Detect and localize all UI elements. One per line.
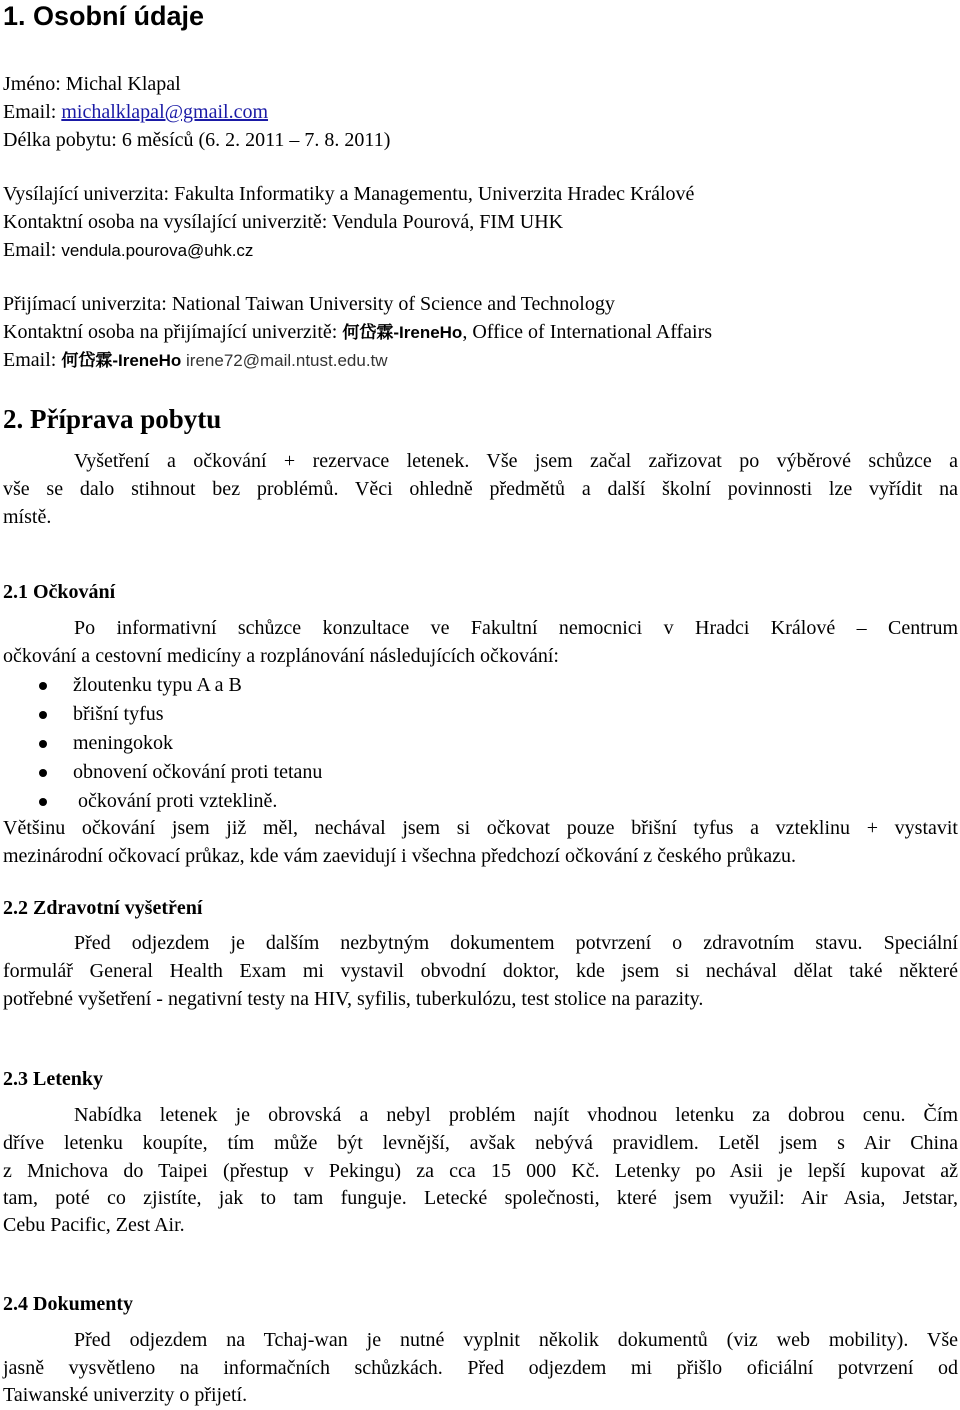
sending-contact: Kontaktní osoba na vysílající univerzitě: Vendula Pourová, FIM UHK: [3, 211, 564, 233]
section-2-3-line: Nabídka letenek je obrovská a nebyl problém najít vhodnou letenku za dobrou cenu. Čím: [74, 1104, 958, 1126]
section-2-2-heading: 2.2 Zdravotní vyšetření: [3, 897, 203, 919]
stay-line: Délka pobytu: 6 měsíců (6. 2. 2011 – 7. 8. 2011): [3, 129, 391, 151]
name-line: Jméno: Michal Klapal: [3, 73, 181, 95]
bullet-dot: [39, 711, 47, 719]
section-2-heading: 2. Příprava pobytu: [3, 404, 222, 434]
receiving-university: Přijímací univerzita: National Taiwan University of Science and Technology: [3, 293, 615, 315]
section-2-1-line: Po informativní schůzce konzultace ve Fakultní nemocnici v Hradci Králové – Centrum: [74, 617, 958, 639]
receiving-contact-prefix: Kontaktní osoba na přijímající univerzitě:: [3, 321, 343, 343]
section-2-2-line: potřebné vyšetření - negativní testy na HIV, syfilis, tuberkulózu, test stolice na parazity.: [3, 988, 704, 1010]
section-2-4-line: jasně vysvětleno na informačních schůzkách. Před odjezdem mi přišlo oficiální potvrzení od: [3, 1357, 958, 1379]
receiving-email-label: Email:: [3, 349, 62, 371]
section-2-1-line: Většinu očkování jsem již měl, nechával jsem si očkovat pouze břišní tyfus a vzteklinu + vystavit: [3, 817, 958, 839]
email-line: [3, 100, 268, 124]
section-2-line: Vyšetření a očkování + rezervace letenek. Vše jsem začal zařizovat po výběrové schůzce a: [74, 450, 958, 472]
section-2-1-heading: 2.1 Očkování: [3, 581, 116, 603]
receiving-email-name: 何岱霖-IreneHo: [61, 351, 182, 370]
receiving-email-line: [3, 348, 388, 373]
sending-email-label: Email:: [3, 239, 62, 261]
section-2-1-line: mezinárodní očkovací průkaz, kde vám zaevidují i všechna předchozí očkování z českého průkazu.: [3, 845, 797, 867]
section-2-line: vše se dalo stihnout bez problémů. Věci ohledně předmětů a další školní povinnosti lze vyřídit na: [3, 478, 958, 500]
email-link[interactable]: michalklapal@gmail.com: [61, 101, 269, 123]
sending-email-line: [3, 238, 253, 263]
section-2-4-heading: 2.4 Dokumenty: [3, 1293, 134, 1315]
bullet-dot: [39, 740, 47, 748]
section-2-2-line: formulář General Health Exam mi vystavil obvodní doktor, kde jsem si nechával dělat také některé: [3, 960, 958, 982]
vaccination-list-item: obnovení očkování proti tetanu: [73, 761, 323, 783]
section-2-3-heading: 2.3 Letenky: [3, 1068, 103, 1090]
bullet-dot: [39, 769, 47, 777]
receiving-email: irene72@mail.ntust.edu.tw: [181, 351, 388, 370]
sending-email: vendula.pourova@uhk.cz: [61, 241, 254, 260]
receiving-contact: [3, 320, 712, 345]
vaccination-list-item: žloutenku typu A a B: [73, 674, 242, 696]
section-2-3-line: Cebu Pacific, Zest Air.: [3, 1214, 185, 1236]
section-2-3-line: dříve letenku koupíte, tím může být levnější, avšak nebývá pravidlem. Letěl jsem s Air China: [3, 1132, 958, 1154]
bullet-dot: [39, 682, 47, 690]
section-2-4-line: Taiwanské univerzity o přijetí.: [3, 1384, 248, 1406]
email-label: Email:: [3, 101, 62, 123]
section-2-line: místě.: [3, 506, 52, 528]
section-2-1-line: očkování a cestovní medicíny a rozplánování následujících očkování:: [3, 645, 559, 667]
vaccination-list-item: očkování proti vzteklině.: [73, 790, 278, 812]
section-2-3-line: tam, poté co zjistíte, jak to tam funguje. Letecké společnosti, které jsem využil: Air Asia, Jetstar,: [3, 1187, 958, 1209]
vaccination-list-item: břišní tyfus: [73, 703, 164, 725]
vaccination-list-item: meningokok: [73, 732, 173, 754]
receiving-contact-name: 何岱霖-IreneHo: [342, 323, 463, 342]
bullet-dot: [39, 798, 47, 806]
section-2-3-line: z Mnichova do Taipei (přestup v Pekingu) za cca 15 000 Kč. Letenky po Asii je lepší kupovat až: [3, 1160, 958, 1182]
section-2-4-line: Před odjezdem na Tchaj-wan je nutné vyplnit několik dokumentů (viz web mobility). Vše: [74, 1329, 958, 1351]
sending-university: Vysílající univerzita: Fakulta Informatiky a Managementu, Univerzita Hradec Králové: [3, 183, 695, 205]
section-2-2-line: Před odjezdem je dalším nezbytným dokumentem potvrzení o zdravotním stavu. Speciální: [74, 932, 958, 954]
section-1-heading: 1. Osobní údaje: [3, 1, 205, 31]
receiving-contact-suffix: , Office of International Affairs: [462, 321, 713, 343]
